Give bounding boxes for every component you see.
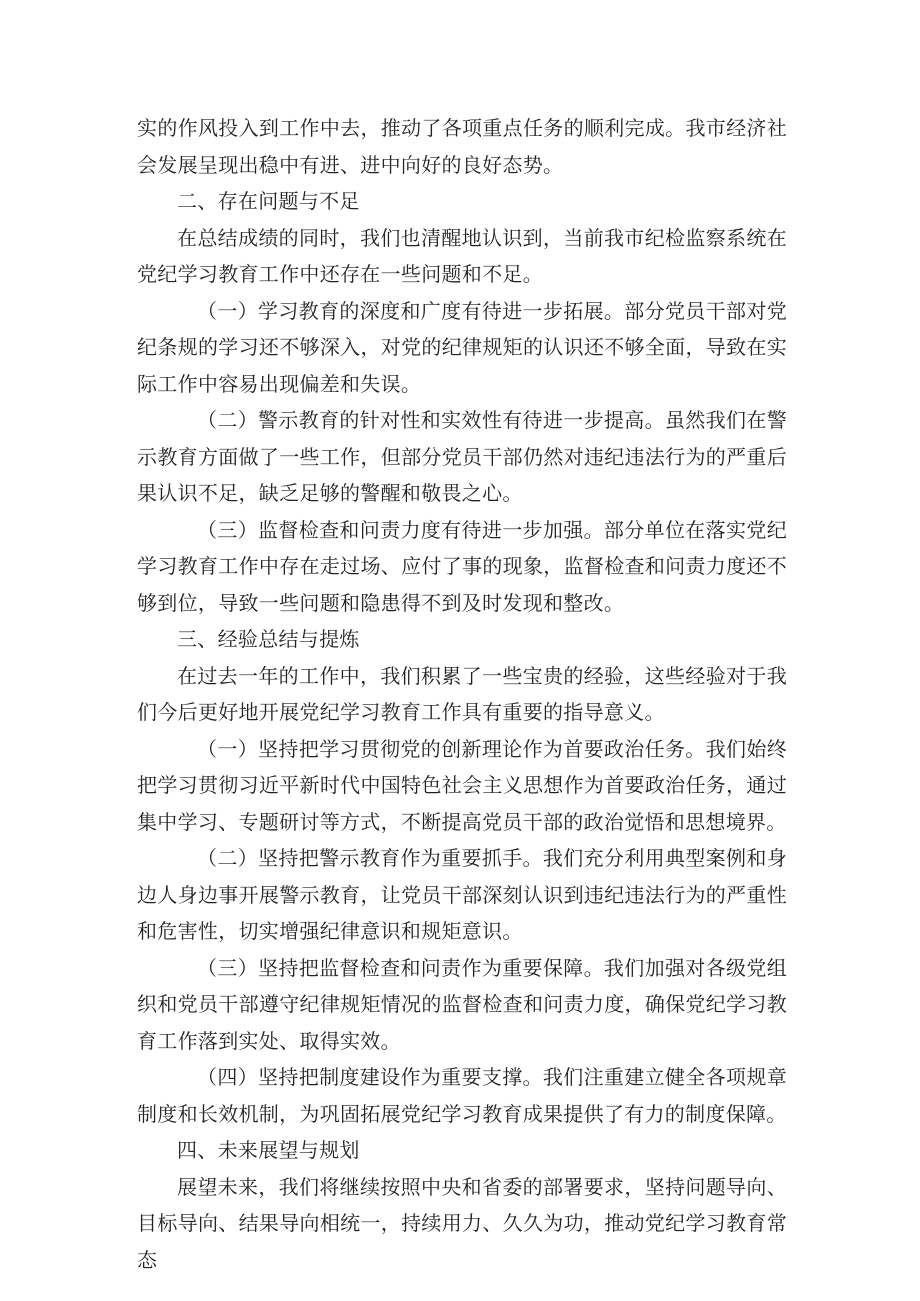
document-body xyxy=(137,110,787,1278)
paragraph-problem-3: （三）监督检查和问责力度有待进一步加强。部分单位在落实党纪学习教育工作中存在走过场、应付了事的现象，监督检查和问责力度还不够到位，导致一些问题和隐患得不到及时发现和整改。 xyxy=(137,517,787,615)
paragraph-problem-2: （二）警示教育的针对性和实效性有待进一步提高。虽然我们在警示教育方面做了一些工作，但部分党员干部仍然对违纪违法行为的严重后果认识不足，缺乏足够的警醒和敬畏之心。 xyxy=(137,408,787,505)
section-heading-problems: 二、存在问题与不足 xyxy=(177,189,360,213)
paragraph-continuation: 实的作风投入到工作中去，推动了各项重点任务的顺利完成。我市经济社会发展呈现出稳中有进、进中向好的良好态势。 xyxy=(137,116,787,177)
paragraph-outlook-intro: 展望未来，我们将继续按照中央和省委的部署要求，坚持问题导向、目标导向、结果导向相统一，持续用力、久久为功，推动党纪学习教育常态 xyxy=(137,1174,787,1272)
paragraph-experience-2: （二）坚持把警示教育作为重要抓手。我们充分利用典型案例和身边人身边事开展警示教育，让党员干部深刻认识到违纪违法行为的严重性和危害性，切实增强纪律意识和规矩意识。 xyxy=(137,846,787,943)
paragraph-experience-3: （三）坚持把监督检查和问责作为重要保障。我们加强对各级党组织和党员干部遵守纪律规矩情况的监督检查和问责力度，确保党纪学习教育工作落到实处、取得实效。 xyxy=(137,955,787,1053)
paragraph-experience-intro: 在过去一年的工作中，我们积累了一些宝贵的经验，这些经验对于我们今后更好地开展党纪学习教育工作具有重要的指导意义。 xyxy=(137,663,787,724)
section-heading-outlook: 四、未来展望与规划 xyxy=(177,1138,360,1162)
paragraph-experience-4: （四）坚持把制度建设作为重要支撑。我们注重建立健全各项规章制度和长效机制，为巩固拓展党纪学习教育成果提供了有力的制度保障。 xyxy=(137,1065,787,1126)
paragraph-problems-intro: 在总结成绩的同时，我们也清醒地认识到，当前我市纪检监察系统在党纪学习教育工作中还存在一些问题和不足。 xyxy=(137,225,787,286)
paragraph-experience-1: （一）坚持把学习贯彻党的创新理论作为首要政治任务。我们始终把学习贯彻习近平新时代中国特色社会主义思想作为首要政治任务，通过集中学习、专题研讨等方式，不断提高党员干部的政治觉悟和思想境界。 xyxy=(137,736,787,834)
section-heading-experience: 三、经验总结与提炼 xyxy=(177,627,360,651)
paragraph-problem-1: （一）学习教育的深度和广度有待进一步拓展。部分党员干部对党纪条规的学习还不够深入，对党的纪律规矩的认识还不够全面，导致在实际工作中容易出现偏差和失误。 xyxy=(137,298,787,396)
